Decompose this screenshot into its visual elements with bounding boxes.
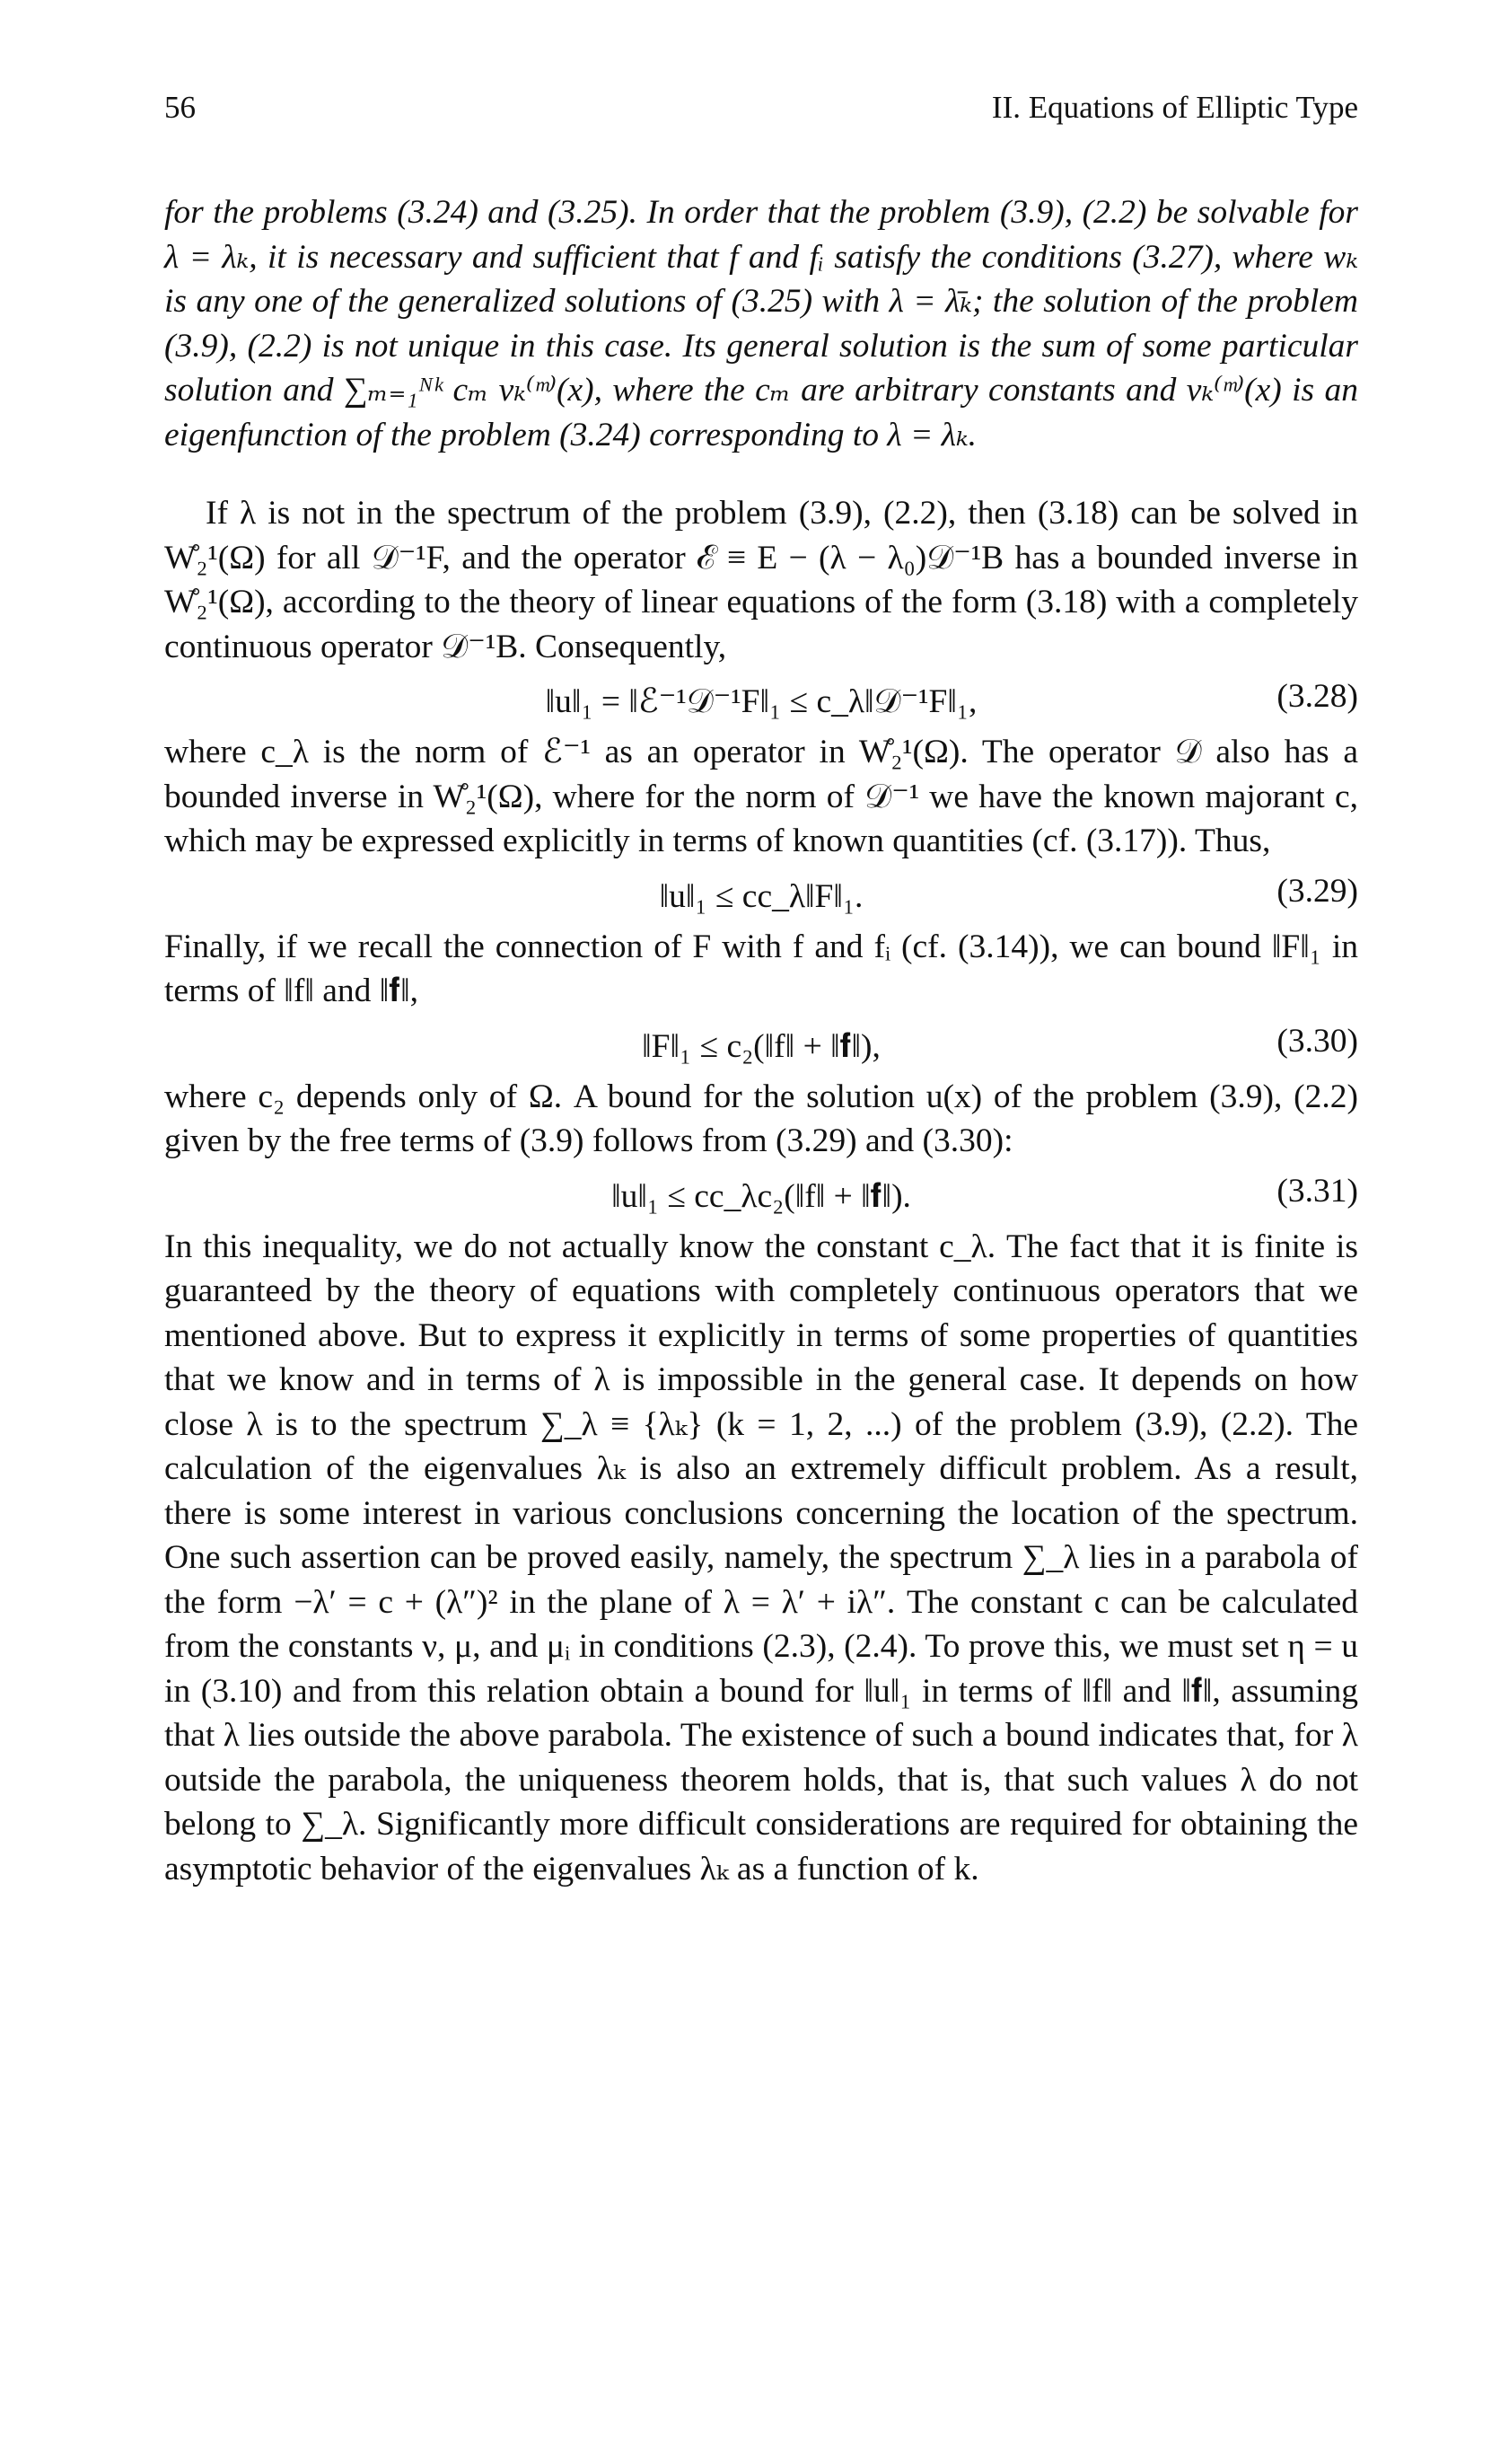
page-number: 56 bbox=[164, 90, 196, 125]
equation-formula: ‖u‖₁ ≤ cc_λc₂(‖f‖ + ‖𝐟‖). bbox=[611, 1177, 911, 1215]
equation-formula: ‖F‖₁ ≤ c₂(‖f‖ + ‖𝐟‖), bbox=[642, 1027, 881, 1065]
theorem-continuation: for the problems (3.24) and (3.25). In order that the problem (3.9), (2.2) be solvable for λ = λₖ, it is necessary and sufficient that f and fᵢ satisfy the conditions (3.27), where wₖ is any one of the generalized solutions of (3.25) with λ = λ̄ₖ; the solution of the problem (3.9), (2.2) is not unique in this case. Its general solution is the sum of some particular solution and ∑ₘ₌₁ᴺᵏ cₘ vₖ⁽ᵐ⁾(x), where the cₘ are arbitrary constants and vₖ⁽ᵐ⁾(x) is an eigenfunction of the problem (3.24) corresponding to λ = λₖ. bbox=[164, 194, 1358, 453]
equation-number: (3.28) bbox=[1276, 678, 1358, 715]
equation-3-28 bbox=[164, 669, 1358, 730]
paragraph-finally: Finally, if we recall the connection of F with f and fᵢ (cf. (3.14)), we can bound ‖F‖₁ in terms of ‖f‖ and ‖𝐟‖, bbox=[164, 928, 1358, 1009]
paragraph-spectrum: If λ is not in the spectrum of the problem (3.9), (2.2), then (3.18) can be solved in W̊₂¹(Ω) for all 𝒟⁻¹F, and the operator ℰ ≡ E − (λ − λ₀)𝒟⁻¹B has a bounded inverse in W̊₂¹(Ω), according to the theory of linear equations of the form (3.18) with a completely continuous operator 𝒟⁻¹B. Consequently, bbox=[164, 495, 1358, 665]
equation-number: (3.30) bbox=[1276, 1022, 1358, 1060]
running-head: II. Equations of Elliptic Type bbox=[991, 90, 1358, 125]
paragraph-inequality: In this inequality, we do not actually know the constant c_λ. The fact that it is finite is guaranteed by the theory of equations with completely continuous operators that we mentioned above. But to express it explicitly in terms of some properties of quantities that we know and in terms of λ is impossible in the general case. It depends on how close λ is to the spectrum ∑_λ ≡ {λₖ} (k = 1, 2, ...) of the problem (3.9), (2.2). The calculation of the eigenvalues λₖ is also an extremely difficult problem. As a result, there is some interest in various conclusions concerning the location of the spectrum. One such assertion can be proved easily, namely, the spectrum ∑_λ lies in a parabola of the form −λ′ = c + (λ″)² in the plane of λ = λ′ + iλ″. The constant c can be calculated from the constants ν, μ, and μᵢ in conditions (2.3), (2.4). To prove this, we must set η = u in (3.10) and from this relation obtain a bound for ‖u‖₁ in terms of ‖f‖ and ‖𝐟‖, assuming that λ lies outside the above parabola. The existence of such a bound indicates that, for λ outside the parabola, the uniqueness theorem holds, that is, that such values λ do not belong to ∑_λ. Significantly more difficult considerations are required for obtaining the asymptotic behavior of the eigenvalues λₖ as a function of k. bbox=[164, 1228, 1358, 1888]
equation-number: (3.31) bbox=[1276, 1172, 1358, 1210]
paragraph-bound: where c₂ depends only of Ω. A bound for the solution u(x) of the problem (3.9), (2.2) given by the free terms of (3.9) follows from (3.29) and (3.30): bbox=[164, 1078, 1358, 1159]
equation-number: (3.29) bbox=[1276, 872, 1358, 910]
equation-3-31 bbox=[164, 1164, 1358, 1225]
page-body bbox=[164, 190, 1358, 1891]
equation-formula: ‖u‖₁ ≤ cc_λ‖F‖₁. bbox=[659, 877, 864, 915]
equation-3-29 bbox=[164, 864, 1358, 925]
paragraph-norm: where c_λ is the norm of ℰ⁻¹ as an operator in W̊₂¹(Ω). The operator 𝒟 also has a bounded inverse in W̊₂¹(Ω), where for the norm of 𝒟⁻¹ we have the known majorant c, which may be expressed explicitly in terms of known quantities (cf. (3.17)). Thus, bbox=[164, 734, 1358, 859]
page-header bbox=[164, 90, 1358, 135]
equation-3-30 bbox=[164, 1014, 1358, 1075]
equation-formula: ‖u‖₁ = ‖ℰ⁻¹𝒟⁻¹F‖₁ ≤ c_λ‖𝒟⁻¹F‖₁, bbox=[545, 683, 978, 720]
